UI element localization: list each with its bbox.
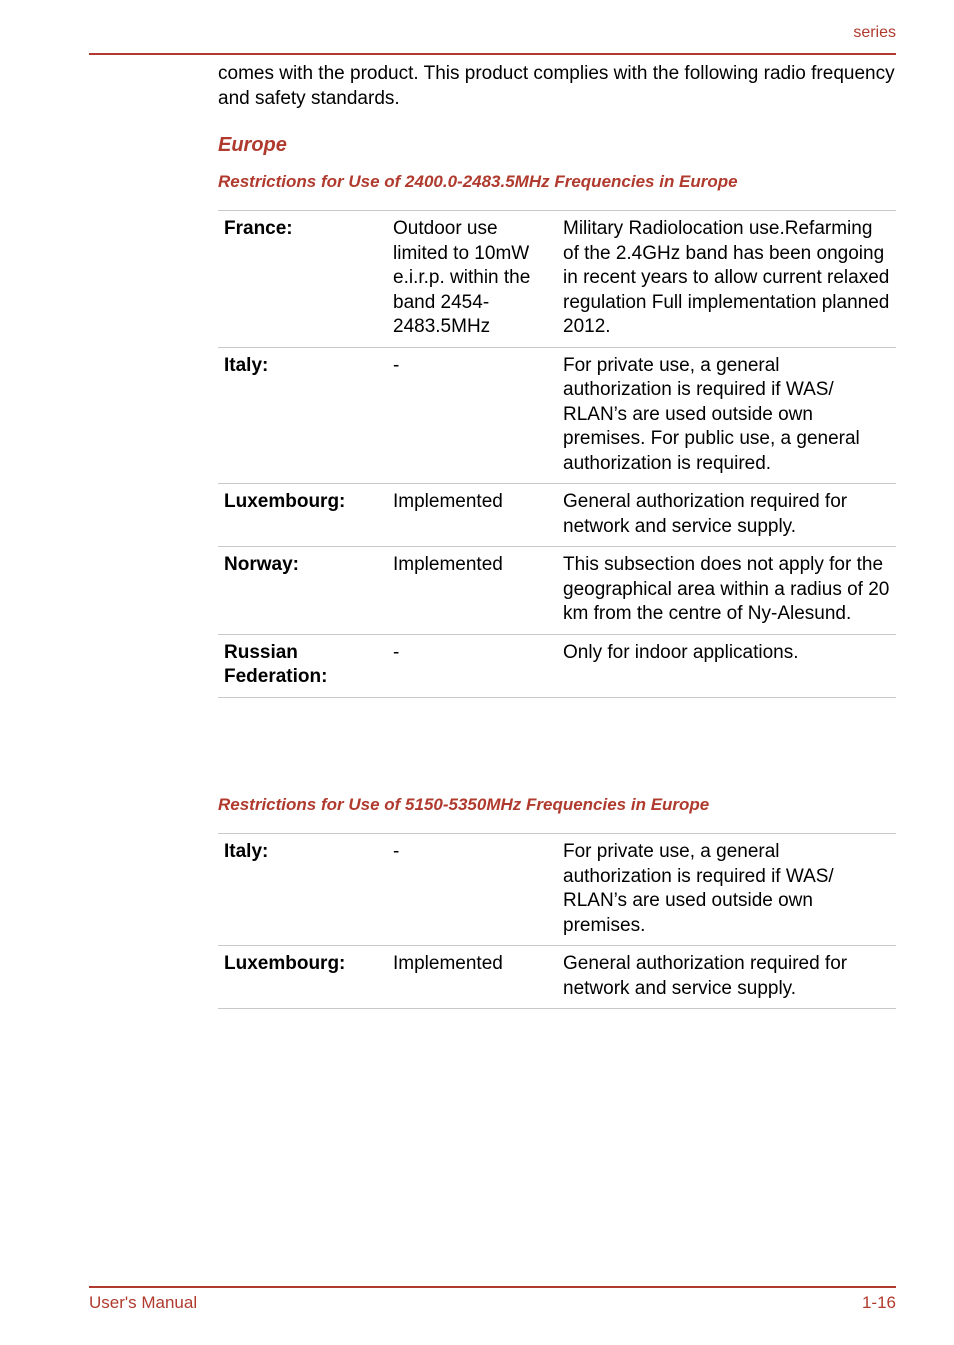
status-cell: Outdoor use limited to 10mW e.i.r.p. within the band 2454-2483.5MHz — [387, 211, 557, 348]
note-cell: For private use, a general authorization is required if WAS/ RLAN’s are used outside own premises. For public use, a general authorization is required. — [557, 347, 896, 484]
note-cell: General authorization required for network and service supply. — [557, 484, 896, 547]
table-row — [218, 547, 896, 635]
footer-manual-label: User's Manual — [89, 1293, 198, 1312]
header-series-label: series — [853, 24, 896, 41]
table-row — [218, 347, 896, 484]
note-cell: This subsection does not apply for the geographical area within a radius of 20 km from the centre of Ny-Alesund. — [557, 547, 896, 635]
table-row — [218, 946, 896, 1009]
intro-paragraph: comes with the product. This product complies with the following radio frequency and safety standards. — [218, 63, 895, 109]
restrictions-table-5150 — [218, 833, 896, 1009]
page-number: 1-16 — [861, 1293, 896, 1312]
restrictions-table-2400 — [218, 210, 896, 698]
table-row — [218, 484, 896, 547]
country-cell: Luxembourg: — [218, 484, 387, 547]
note-cell: For private use, a general authorization is required if WAS/ RLAN’s are used outside own premises. — [557, 834, 896, 946]
section-heading-europe: Europe — [218, 134, 287, 156]
status-cell: - — [387, 347, 557, 484]
header-rule — [89, 53, 896, 55]
table-row — [218, 211, 896, 348]
status-cell: Implemented — [387, 484, 557, 547]
country-cell: Italy: — [218, 347, 387, 484]
status-cell: Implemented — [387, 547, 557, 635]
note-cell: Only for indoor applications. — [557, 634, 896, 697]
status-cell: Implemented — [387, 946, 557, 1009]
country-cell: Russian Federation: — [218, 634, 387, 697]
country-cell: Italy: — [218, 834, 387, 946]
table-row — [218, 634, 896, 697]
country-cell: Norway: — [218, 547, 387, 635]
country-cell: France: — [218, 211, 387, 348]
country-cell: Luxembourg: — [218, 946, 387, 1009]
footer-rule — [89, 1286, 896, 1288]
note-cell: General authorization required for network and service supply. — [557, 946, 896, 1009]
table-row — [218, 834, 896, 946]
note-cell: Military Radiolocation use.Refarming of the 2.4GHz band has been ongoing in recent years to allow current relaxed regulation Full implementation planned 2012. — [557, 211, 896, 348]
table1-heading: Restrictions for Use of 2400.0-2483.5MHz Frequencies in Europe — [218, 172, 738, 191]
status-cell: - — [387, 634, 557, 697]
status-cell: - — [387, 834, 557, 946]
table2-heading: Restrictions for Use of 5150-5350MHz Frequencies in Europe — [218, 795, 710, 814]
